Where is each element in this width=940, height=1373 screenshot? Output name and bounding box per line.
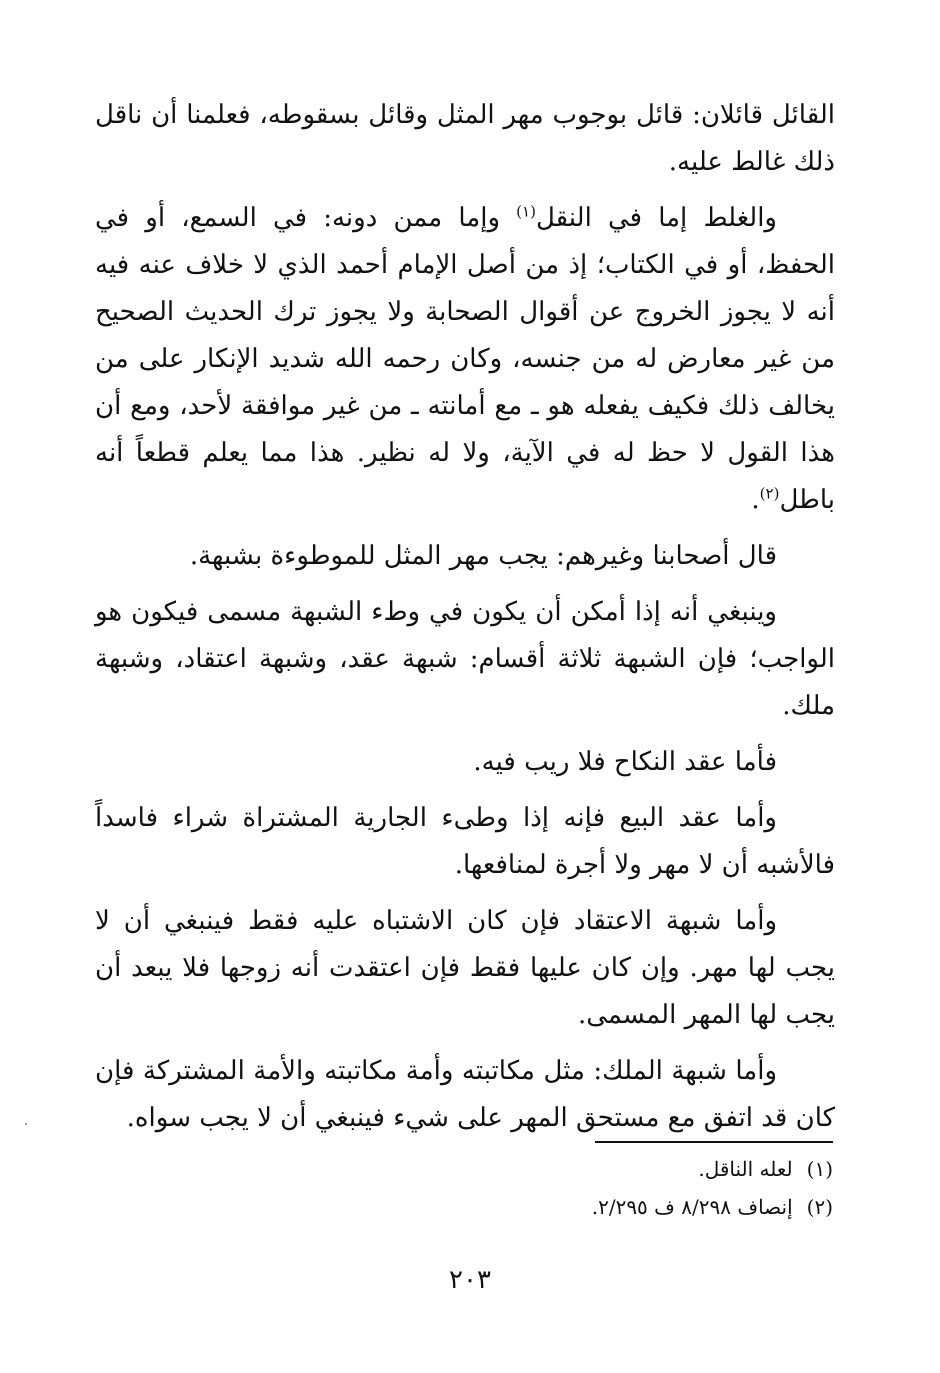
paragraph-6: وأما عقد البيع فإنه إذا وطىء الجارية المشتراة شراء فاسداً فالأشبه أن لا مهر ولا أجرة لمنافعها. [95, 803, 835, 880]
footnote-2-number: (٢) [806, 1195, 833, 1219]
footnote-ref-1: (١) [516, 202, 536, 221]
paragraph-5: فأما عقد النكاح فلا ريب فيه. [473, 747, 777, 777]
footnote-ref-2: (٢) [759, 484, 780, 503]
page-number: ٢٠٣ [449, 1265, 491, 1295]
paragraph-2-body: وإما ممن دونه: في السمع، أو في الحفظ، أو في الكتاب؛ إذ من أصل الإمام أحمد الذي لا خلاف عنه فيه أنه لا يجوز الخروج عن أقوال الصحابة ولا يجوز ترك الحديث الصحيح من غير معارض له من جنسه، وكان رحمه الله شديد الإنكار على من يخالف ذلك فكيف يفعله هو ـ مع أمانته ـ من غير موافقة لأحد، ومع أن هذا القول لا حظ له في الآية، ولا له نظير. هذا مما يعلم قطعاً أنه باطل [95, 203, 835, 515]
footnote-1-number: (١) [806, 1157, 833, 1181]
footnote-2-text: إنصاف ٨/٢٩٨ ف ٢/٢٩٥. [591, 1195, 793, 1219]
paragraph-4: وينبغي أنه إذا أمكن أن يكون في وطء الشبهة مسمى فيكون هو الواجب؛ فإن الشبهة ثلاثة أقسام: شبهة عقد، وشبهة اعتقاد، وشبهة ملك. [95, 597, 835, 721]
paragraph-2 [95, 195, 835, 524]
paragraph-2-end: . [751, 485, 760, 515]
scan-speck [25, 1123, 27, 1125]
footnotes [300, 1150, 833, 1226]
footnote-divider [595, 1141, 833, 1143]
paragraph-1: القائل قائلان: قائل بوجوب مهر المثل وقائل بسقوطه، فعلمنا أن ناقل ذلك غالط عليه. [95, 100, 835, 177]
footnote-1 [300, 1150, 833, 1188]
paragraph-7: وأما شبهة الاعتقاد فإن كان الاشتباه عليه فقط فينبغي أن لا يجب لها مهر. وإن كان عليها فقط فإن اعتقدت أنه زوجها فلا يبعد أن يجب لها المهر المسمى. [95, 906, 835, 1030]
paragraph-2-start: والغلط إما في النقل [535, 203, 777, 233]
paragraph-3: قال أصحابنا وغيرهم: يجب مهر المثل للموطوءة بشبهة. [189, 541, 777, 571]
main-text [95, 92, 835, 1151]
paragraph-8: وأما شبهة الملك: مثل مكاتبته وأمة مكاتبته والأمة المشتركة فإن كان قد اتفق مع مستحق المهر على شيء فينبغي أن لا يجب سواه. [95, 1056, 835, 1133]
footnote-1-text: لعله الناقل. [698, 1157, 793, 1181]
footnote-2 [300, 1188, 833, 1226]
